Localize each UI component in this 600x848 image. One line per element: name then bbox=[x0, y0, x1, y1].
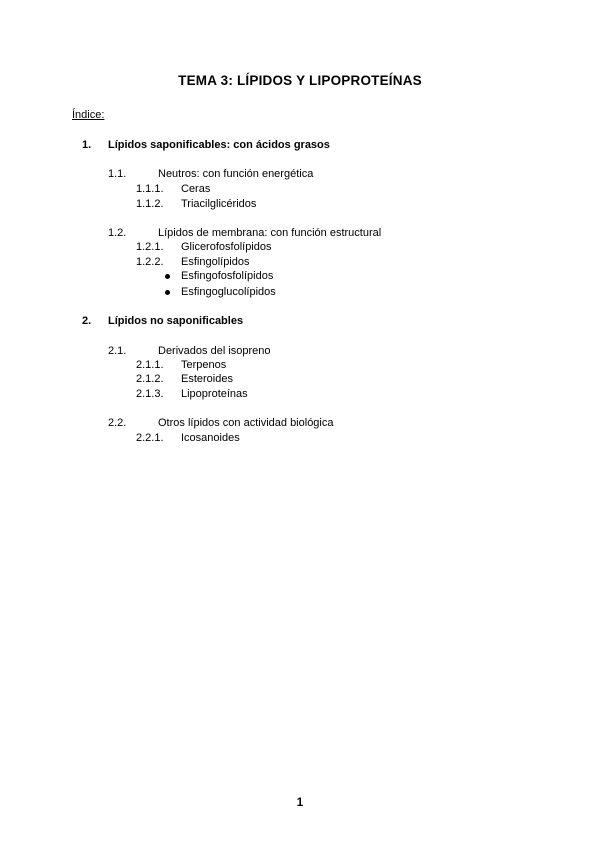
subsection-title: Lípidos de membrana: con función estructural bbox=[158, 227, 382, 239]
item-label: Icosanoides bbox=[181, 432, 240, 444]
item-number: 2.1.2. bbox=[136, 373, 164, 385]
subsection-number: 1.1. bbox=[108, 168, 127, 180]
index-heading: Índice: bbox=[72, 109, 105, 121]
section-title: Lípidos no saponificables bbox=[108, 315, 244, 327]
bullet-label: Esfingofosfolípidos bbox=[181, 270, 274, 282]
document-title: TEMA 3: LÍPIDOS Y LIPOPROTEÍNAS bbox=[178, 73, 422, 88]
item-number: 2.1.3. bbox=[136, 388, 164, 400]
item-number: 1.2.1. bbox=[136, 241, 164, 253]
item-number: 1.2.2. bbox=[136, 256, 164, 268]
item-number: 2.1.1. bbox=[136, 359, 164, 371]
item-label: Glicerofosfolípidos bbox=[181, 241, 272, 253]
section-title: Lípidos saponificables: con ácidos grasos bbox=[108, 139, 330, 151]
item-number: 1.1.2. bbox=[136, 198, 164, 210]
item-label: Terpenos bbox=[181, 359, 227, 371]
item-label: Ceras bbox=[181, 183, 211, 195]
bullet-icon bbox=[165, 274, 170, 279]
bullet-icon bbox=[165, 290, 170, 295]
subsection-title: Derivados del isopreno bbox=[158, 345, 271, 357]
subsection-number: 2.2. bbox=[108, 417, 127, 429]
section-number: 2. bbox=[82, 315, 92, 327]
subsection-number: 1.2. bbox=[108, 227, 127, 239]
item-label: Lipoproteínas bbox=[181, 388, 248, 400]
bullet-label: Esfingoglucolípidos bbox=[181, 286, 276, 298]
subsection-title: Otros lípidos con actividad biológica bbox=[158, 417, 334, 429]
item-label: Esfingolípidos bbox=[181, 256, 250, 268]
section-number: 1. bbox=[82, 139, 92, 151]
item-number: 2.2.1. bbox=[136, 432, 164, 444]
subsection-number: 2.1. bbox=[108, 345, 127, 357]
subsection-title: Neutros: con función energética bbox=[158, 168, 314, 180]
item-number: 1.1.1. bbox=[136, 183, 164, 195]
page-number: 1 bbox=[296, 797, 304, 809]
item-label: Esteroides bbox=[181, 373, 233, 385]
item-label: Triacilglicéridos bbox=[181, 198, 257, 210]
